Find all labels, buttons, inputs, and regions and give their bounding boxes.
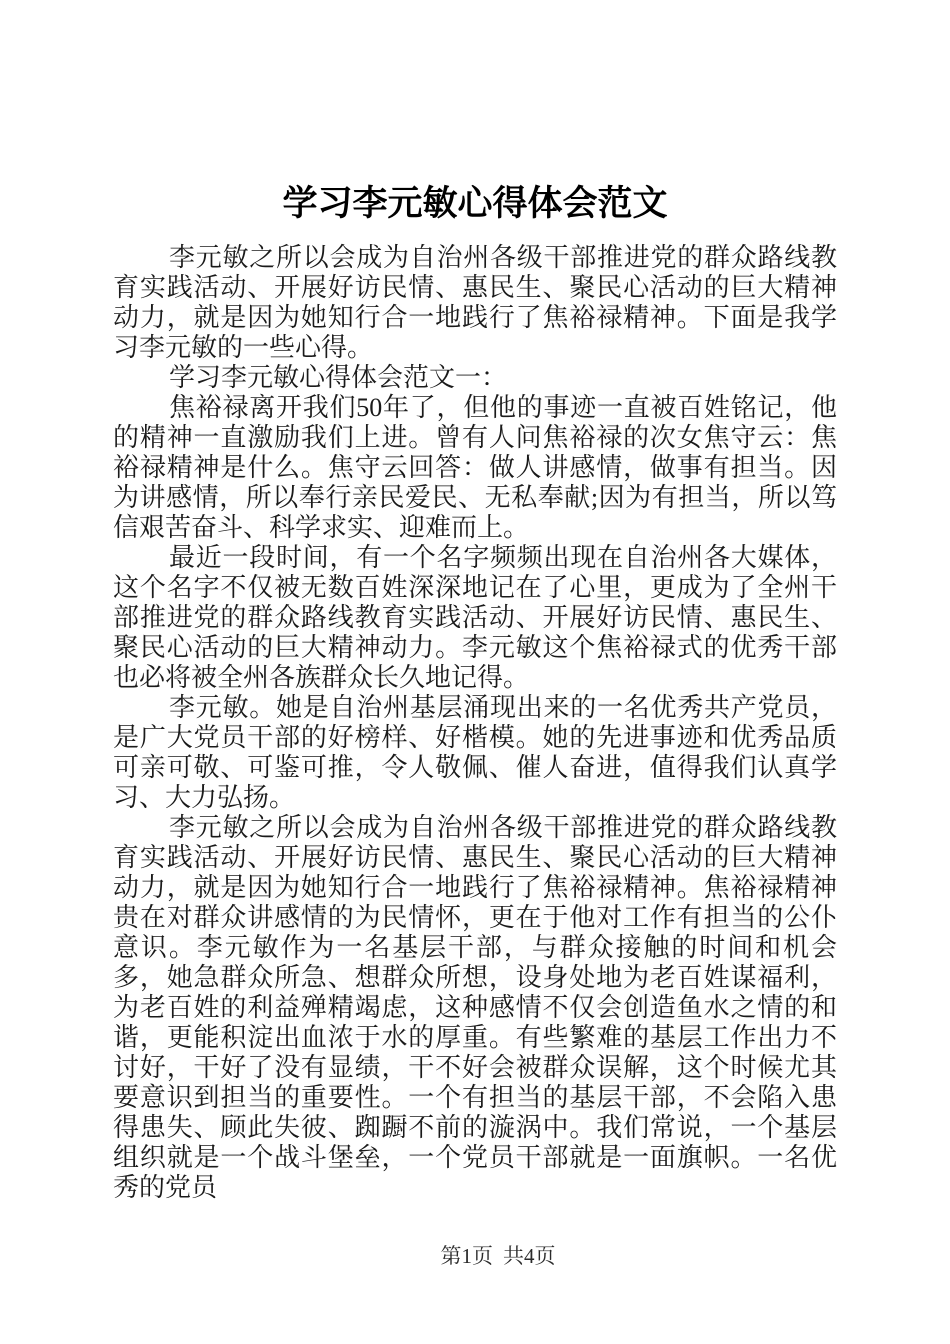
page-footer-text <box>441 1243 556 1269</box>
paragraph-jiao-yulu-spirit: 焦裕禄离开我们50年了，但他的事迹一直被百姓铭记，他的精神一直激励我们上进。曾有人问焦裕禄的次女焦守云：焦裕禄精神是什么。焦守云回答：做人讲感情，做事有担当。因为讲感情，所以奉行亲民爱民、无私奉献;因为有担当，所以笃信艰苦奋斗、科学求实、迎难而上。 <box>113 393 837 542</box>
paragraph-grassroots-cadre: 李元敏之所以会成为自治州各级干部推进党的群众路线教育实践活动、开展好访民情、惠民生、聚民心活动的巨大精神动力，就是因为她知行合一地践行了焦裕禄精神。焦裕禄精神贵在对群众讲感情的为民情怀，更在于他对工作有担当的公仆意识。李元敏作为一名基层干部，与群众接触的时间和机会多，她急群众所急、想群众所想，设身处地为老百姓谋福利，为老百姓的利益殚精竭虑，这种感情不仅会创造鱼水之情的和谐，更能积淀出血浓于水的厚重。有些繁难的基层工作出力不讨好，干好了没有显绩，干不好会被群众误解，这个时候尤其要意识到担当的重要性。一个有担当的基层干部，不会陷入患得患失、顾此失彼、踟蹰不前的漩涡中。我们常说，一个基层组织就是一个战斗堡垒，一个党员干部就是一面旗帜。一名优秀的党员 <box>113 813 837 1202</box>
paragraph-intro: 李元敏之所以会成为自治州各级干部推进党的群众路线教育实践活动、开展好访民情、惠民生、聚民心活动的巨大精神动力，就是因为她知行合一地践行了焦裕禄精神。下面是我学习李元敏的一些心得。 <box>113 243 837 362</box>
page-total-label: 共4页 <box>503 1244 556 1268</box>
paragraph-section-heading: 学习李元敏心得体会范文一： <box>169 363 508 392</box>
paragraph-recent-media: 最近一段时间，有一个名字频频出现在自治州各大媒体，这个名字不仅被无数百姓深深地记在了心里，更成为了全州干部推进党的群众路线教育实践活动、开展好访民情、惠民生、聚民心活动的巨大精神动力。李元敏这个焦裕禄式的优秀干部也必将被全州各族群众长久地记得。 <box>113 543 837 692</box>
document-body <box>113 181 837 1203</box>
paragraph-role-model: 李元敏。她是自治州基层涌现出来的一名优秀共产党员，是广大党员干部的好榜样、好楷模。她的先进事迹和优秀品质可亲可敬、可鉴可推，令人敬佩、催人奋进，值得我们认真学习、大力弘扬。 <box>113 693 837 812</box>
page-footer <box>113 1243 837 1269</box>
page-number-label: 第1页 <box>440 1244 493 1268</box>
document-title: 学习李元敏心得体会范文 <box>282 184 668 223</box>
